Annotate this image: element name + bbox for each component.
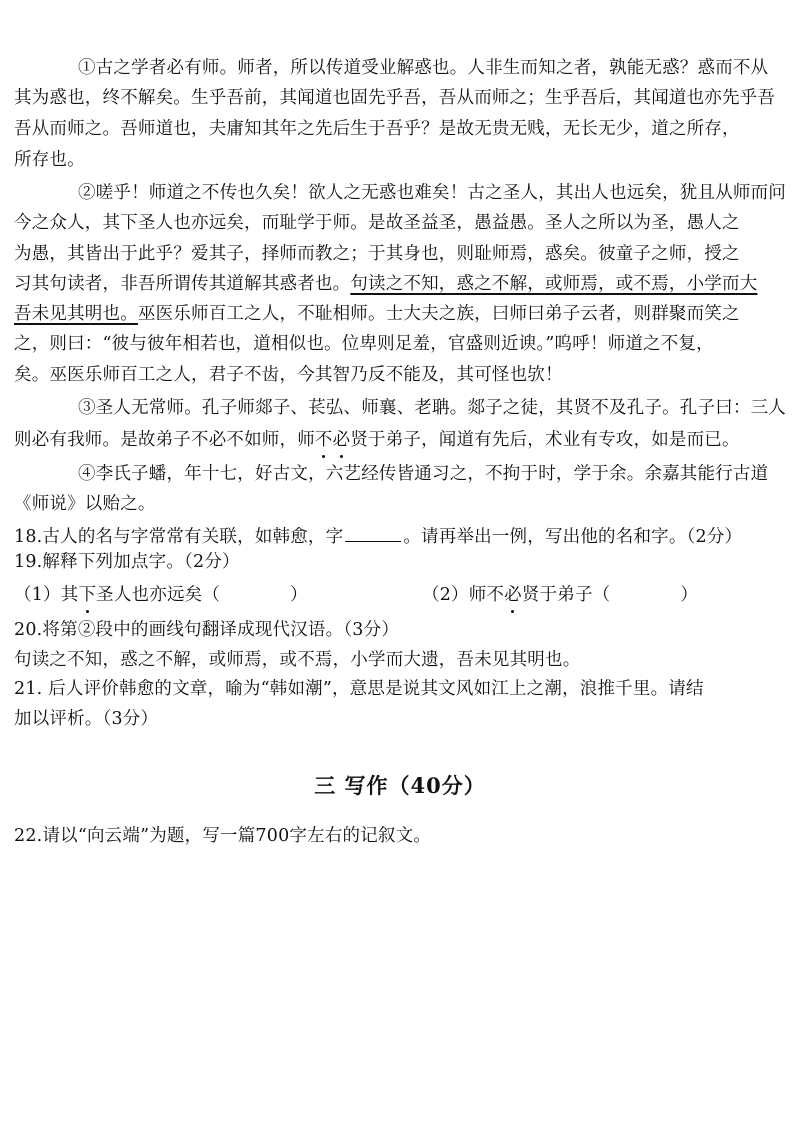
underlined-sentence-part-1: 句读之不知，惑之不解，或师焉，或不焉，小学而大	[350, 274, 758, 294]
p1-line-3: 吾从而师之。吾师道也，夫庸知其年之先后生于吾乎？是故无贵无贱，无长无少，道之所存，	[14, 119, 740, 139]
p3-line-2-b: 贤于弟子，闻道有先后，术业有专攻，如是而已。	[350, 430, 740, 450]
question-22: 22.请以“向云端”为题，写一篇700字左右的记叙文。	[14, 826, 432, 846]
p1-line-1: ①古之学者必有师。师者，所以传道受业解惑也。人非生而知之者，孰能无惑？惑而不从	[78, 58, 769, 78]
p2-line-1: ②嗟乎！师道之不传也久矣！欲人之无惑也难矣！古之圣人，其出人也远矣，犹且从师而问	[78, 183, 786, 203]
question-21-line-2: 加以评析。（3分）	[14, 709, 159, 729]
question-21-line-1: 21. 后人评价韩愈的文章，喻为“韩如潮”，意思是说其文风如江上之潮，浪推千里。请结	[14, 679, 704, 699]
p3-line-2	[14, 428, 740, 452]
question-19: 19.解释下列加点字。（2分）	[14, 552, 240, 572]
p1-line-2: 其为惑也，终不解矣。生乎吾前，其闻道也固先乎吾，吾从而师之；生乎吾后，其闻道也亦先乎吾	[14, 88, 776, 108]
p2-line-6: 之，则曰：“彼与彼年相若也，道相似也。位卑则足羞，官盛则近谀。”呜呼！师道之不复，	[14, 334, 714, 354]
section-title-writing: 三 写作（40分）	[314, 773, 486, 798]
q19-item-1	[14, 583, 308, 607]
q19-item-2	[422, 583, 698, 607]
q18-answer-blank[interactable]	[345, 523, 401, 542]
q20-sentence: 句读之不知，惑之不解，或师焉，或不焉，小学而大遗，吾未见其明也。	[14, 650, 581, 670]
p3-line-1: ③圣人无常师。孔子师郯子、苌弘、师襄、老聃。郯子之徒，其贤不及孔子。孔子曰：三人	[78, 398, 786, 418]
dotted-char-bi: 必	[332, 430, 351, 450]
question-18	[14, 523, 742, 549]
p4-line-1: ④李氏子蟠，年十七，好古文，六艺经传皆通习之，不拘于时，学于余。余嘉其能行古道	[78, 464, 769, 484]
dotted-char-xia: 下	[78, 585, 97, 605]
dotted-char-bi-2: 必	[504, 585, 522, 605]
q19-2-b: 贤于弟子（	[521, 585, 611, 605]
question-20: 20.将第②段中的画线句翻译成现代汉语。（3分）	[14, 620, 400, 640]
p2-line-3: 为愚，其皆出于此乎？爱其子，择师而教之；于其身也，则耻师焉，惑矣。彼童子之师，授之	[14, 244, 740, 264]
p1-line-4: 所存也。	[14, 150, 85, 170]
q19-1-b: 圣人也亦远矣（	[96, 585, 221, 605]
p2-line-4	[14, 272, 757, 296]
q19-2-a: （2）师不	[422, 585, 505, 605]
p2-line-2: 今之众人，其下圣人也亦远矣，而耻学于师。是故圣益圣，愚益愚。圣人之所以为圣，愚人之	[14, 213, 740, 233]
p2-line-5	[14, 302, 740, 326]
p3-line-2-a: 则必有我师。是故弟子不必不如师，师	[14, 430, 315, 450]
p2-line-7: 矣。巫医乐师百工之人，君子不齿，今其智乃反不能及，其可怪也欤！	[14, 365, 563, 385]
q19-2-c: ）	[680, 585, 699, 605]
q18-text-b: 。请再举出一例，写出他的名和字。（2分）	[403, 527, 743, 547]
p2-line-5-plain: 巫医乐师百工之人，不耻相师。士大夫之族，曰师曰弟子云者，则群聚而笑之	[137, 304, 740, 324]
q19-1-c: ）	[290, 585, 308, 605]
q19-1-a: （1）其	[14, 585, 79, 605]
underlined-sentence-part-2: 吾未见其明也。	[14, 304, 138, 324]
p4-line-2: 《师说》以贻之。	[14, 494, 156, 514]
q18-text-a: 18.古人的名与字常常有关联，如韩愈，字	[14, 527, 344, 547]
p2-line-4-plain: 习其句读者，非吾所谓传其道解其惑者也。	[14, 274, 351, 294]
dotted-char-bu: 不	[314, 430, 333, 450]
